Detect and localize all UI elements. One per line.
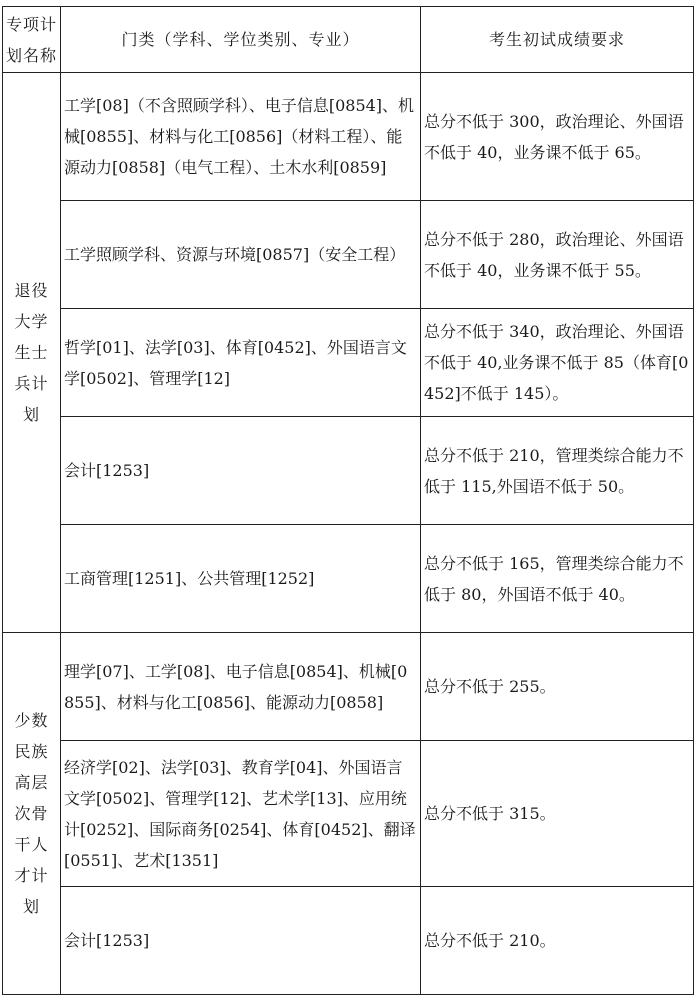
- requirement-cell: 总分不低于 255。: [421, 633, 694, 741]
- requirement-cell: 总分不低于 300，政治理论、外国语不低于 40，业务课不低于 65。: [421, 73, 694, 201]
- table-row: [3, 73, 694, 201]
- requirement-cell: 总分不低于 280，政治理论、外国语不低于 40，业务课不低于 55。: [421, 201, 694, 309]
- requirement-cell: 总分不低于 340，政治理论、外国语不低于 40,业务课不低于 85（体育[0452]不低于 145）。: [421, 309, 694, 417]
- admission-score-table: [2, 6, 694, 995]
- requirement-cell: 总分不低于 210。: [421, 887, 694, 995]
- plan-name-cell: 少数民族高层次骨干人才计划: [3, 633, 61, 995]
- table-row: [3, 887, 694, 995]
- plan-name-cell: 退役大学生士兵计划: [3, 73, 61, 633]
- category-cell: 工学[08]（不含照顾学科）、电子信息[0854]、机械[0855]、材料与化工[0856]（材料工程）、能源动力[0858]（电气工程）、土木水利[0859]: [61, 73, 421, 201]
- header-row: [3, 7, 694, 73]
- category-cell: 会计[1253]: [61, 417, 421, 525]
- table-row: [3, 525, 694, 633]
- category-cell: 理学[07]、工学[08]、电子信息[0854]、机械[0855]、材料与化工[0856]、能源动力[0858]: [61, 633, 421, 741]
- category-cell: 会计[1253]: [61, 887, 421, 995]
- header-requirement: 考生初试成绩要求: [421, 7, 694, 73]
- category-cell: 工商管理[1251]、公共管理[1252]: [61, 525, 421, 633]
- table-row: [3, 741, 694, 887]
- table-row: [3, 201, 694, 309]
- table-row: [3, 309, 694, 417]
- requirement-cell: 总分不低于 165，管理类综合能力不低于 80，外国语不低于 40。: [421, 525, 694, 633]
- header-plan: 专项计划名称: [3, 7, 61, 73]
- header-category: 门类（学科、学位类别、专业）: [61, 7, 421, 73]
- requirement-cell: 总分不低于 315。: [421, 741, 694, 887]
- category-cell: 工学照顾学科、资源与环境[0857]（安全工程）: [61, 201, 421, 309]
- category-cell: 哲学[01]、法学[03]、体育[0452]、外国语言文学[0502]、管理学[12]: [61, 309, 421, 417]
- table-row: [3, 417, 694, 525]
- table-row: [3, 633, 694, 741]
- requirement-cell: 总分不低于 210，管理类综合能力不低于 115,外国语不低于 50。: [421, 417, 694, 525]
- category-cell: 经济学[02]、法学[03]、教育学[04]、外国语言文学[0502]、管理学[12]、艺术学[13]、应用统计[0252]、国际商务[0254]、体育[0452]、翻译[0551]、艺术[1351]: [61, 741, 421, 887]
